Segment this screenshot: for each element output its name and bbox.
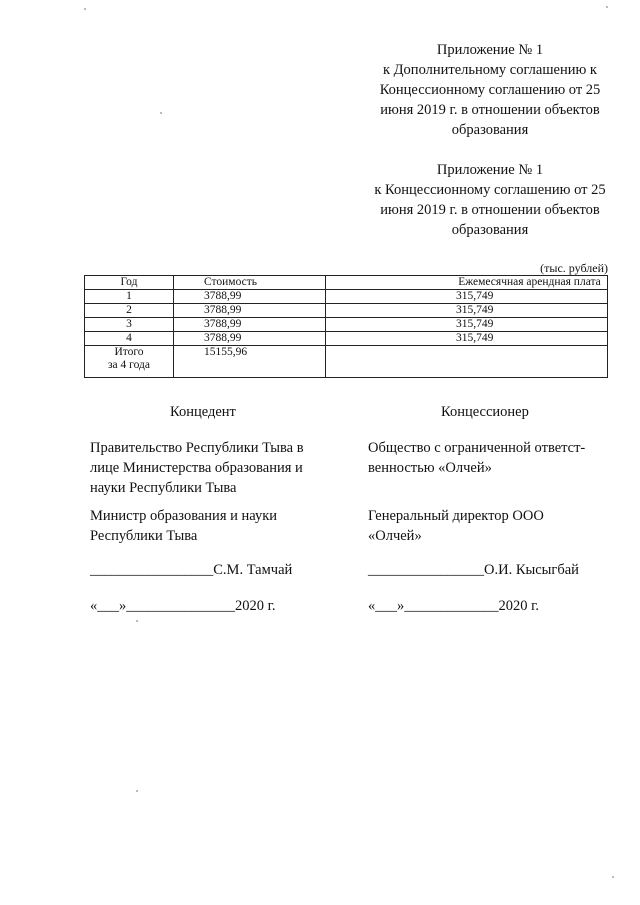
cell-total-rent — [326, 346, 608, 378]
cell-cost: 3788,99 — [174, 290, 326, 304]
appendix-line: июня 2019 г. в отношении объектов — [380, 202, 600, 218]
left-party-heading: Концедент — [170, 404, 236, 420]
column-header-year: Год — [85, 276, 174, 290]
appendix-line: июня 2019 г. в отношении объектов — [380, 102, 600, 118]
org-line: Общество с ограниченной ответст- — [368, 440, 586, 456]
column-header-cost: Стоимость — [174, 276, 326, 290]
appendix-line: Концессионному соглашению от 25 — [379, 82, 601, 98]
scan-speck — [136, 790, 138, 792]
cell-year: 4 — [85, 332, 174, 346]
right-party-position — [368, 506, 618, 546]
appendix-title: Приложение № 1 — [436, 42, 544, 58]
cell-cost: 3788,99 — [174, 332, 326, 346]
appendix-line: к Концессионному соглашению от 25 — [374, 182, 606, 198]
column-header-rent: Ежемесячная арендная плата — [326, 276, 608, 290]
cell-rent: 315,749 — [326, 290, 608, 304]
cell-total-label — [85, 346, 174, 378]
left-party-organization — [90, 438, 350, 498]
appendix-header-concession — [356, 160, 624, 240]
total-label-line: Итого — [114, 346, 144, 358]
cell-year: 2 — [85, 304, 174, 318]
position-line: Республики Тыва — [90, 528, 198, 544]
left-signature-line: _________________С.М. Тамчай — [90, 562, 293, 578]
right-party-organization — [368, 438, 618, 478]
org-line: Правительство Республики Тыва в — [90, 440, 304, 456]
table-row — [85, 318, 608, 332]
appendix-line: образования — [451, 122, 529, 138]
scan-speck — [160, 112, 162, 114]
cell-cost: 3788,99 — [174, 318, 326, 332]
org-line: лице Министерства образования и — [90, 460, 303, 476]
cell-year: 1 — [85, 290, 174, 304]
scan-speck — [136, 620, 138, 622]
scan-speck — [612, 876, 614, 878]
right-signature-line: ________________О.И. Кысыгбай — [368, 562, 579, 578]
cell-rent: 315,749 — [326, 304, 608, 318]
left-party-position — [90, 506, 350, 546]
total-label-line: за 4 года — [108, 359, 150, 371]
position-line: Министр образования и науки — [90, 508, 278, 524]
org-line: венностью «Олчей» — [368, 460, 492, 476]
table-total-row — [85, 346, 608, 378]
appendix-line: к Дополнительному соглашению к — [383, 62, 597, 78]
table-row — [85, 290, 608, 304]
org-line: науки Республики Тыва — [90, 480, 237, 496]
appendix-header-supplementary — [356, 40, 624, 140]
table-header-row — [85, 276, 608, 290]
table-row — [85, 304, 608, 318]
scan-speck — [606, 6, 608, 8]
unit-note: (тыс. рублей) — [540, 261, 608, 275]
cell-rent: 315,749 — [326, 318, 608, 332]
appendix-title: Приложение № 1 — [436, 162, 544, 178]
payment-table — [84, 275, 608, 378]
cell-year: 3 — [85, 318, 174, 332]
cell-cost: 3788,99 — [174, 304, 326, 318]
position-line: «Олчей» — [368, 528, 422, 544]
cell-rent: 315,749 — [326, 332, 608, 346]
cell-total-cost: 15155,96 — [174, 346, 326, 378]
scan-speck — [84, 8, 86, 10]
right-date-line: «___»_____________2020 г. — [368, 598, 540, 614]
table-row — [85, 332, 608, 346]
right-party-heading: Концессионер — [441, 404, 529, 420]
appendix-line: образования — [451, 222, 529, 238]
left-date-line: «___»_______________2020 г. — [90, 598, 276, 614]
position-line: Генеральный директор ООО — [368, 508, 544, 524]
